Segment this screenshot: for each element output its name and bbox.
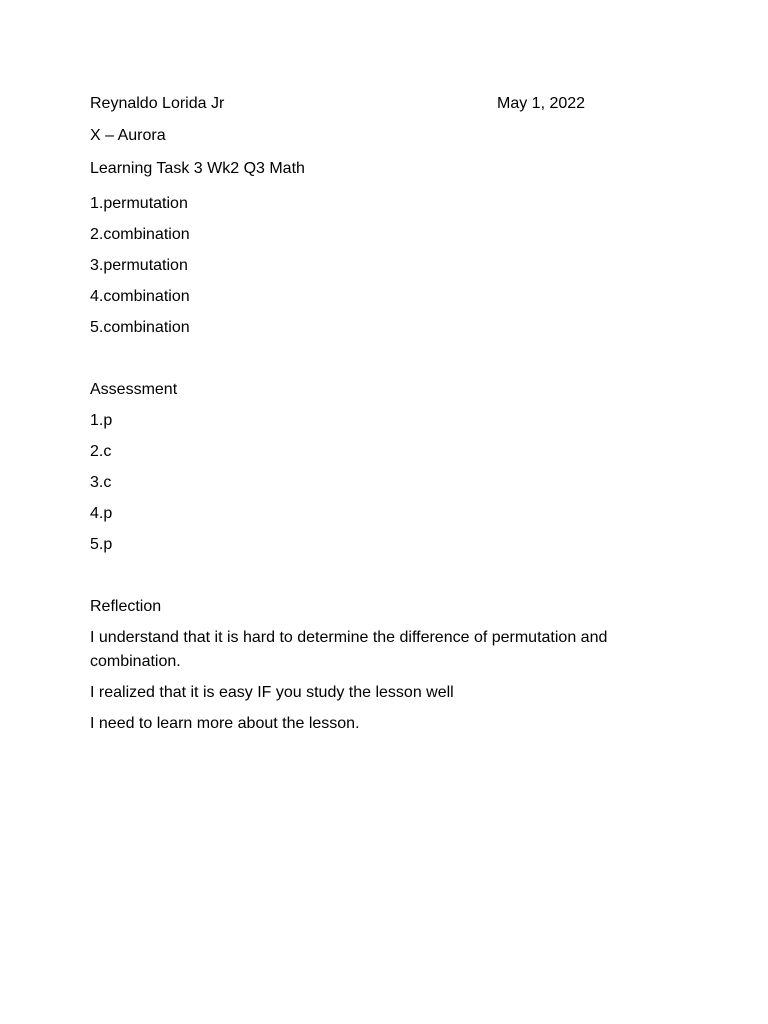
class-section: X – Aurora [90, 127, 166, 144]
assessment-answer-1: 1.p [90, 412, 113, 429]
assessment-heading: Assessment [90, 381, 178, 398]
task-answer-3: 3.permutation [90, 257, 188, 274]
reflection-statement-1: I understand that it is hard to determine the difference of permutation and combination. [90, 629, 608, 670]
task-answer-4: 4.combination [90, 288, 190, 305]
assessment-answer-5: 5.p [90, 536, 113, 553]
task-answer-5: 5.combination [90, 319, 190, 336]
assessment-answer-2: 2.c [90, 443, 112, 460]
student-name: Reynaldo Lorida Jr [90, 95, 225, 112]
document-date: May 1, 2022 [497, 95, 586, 112]
task-answer-2: 2.combination [90, 226, 190, 243]
reflection-statement-3: I need to learn more about the lesson. [90, 715, 360, 732]
reflection-heading: Reflection [90, 598, 162, 615]
task-title: Learning Task 3 Wk2 Q3 Math [90, 160, 305, 177]
assessment-answer-3: 3.c [90, 474, 112, 491]
assessment-answer-4: 4.p [90, 505, 113, 522]
reflection-statement-2: I realized that it is easy IF you study the lesson well [90, 684, 454, 701]
task-answer-1: 1.permutation [90, 195, 188, 212]
